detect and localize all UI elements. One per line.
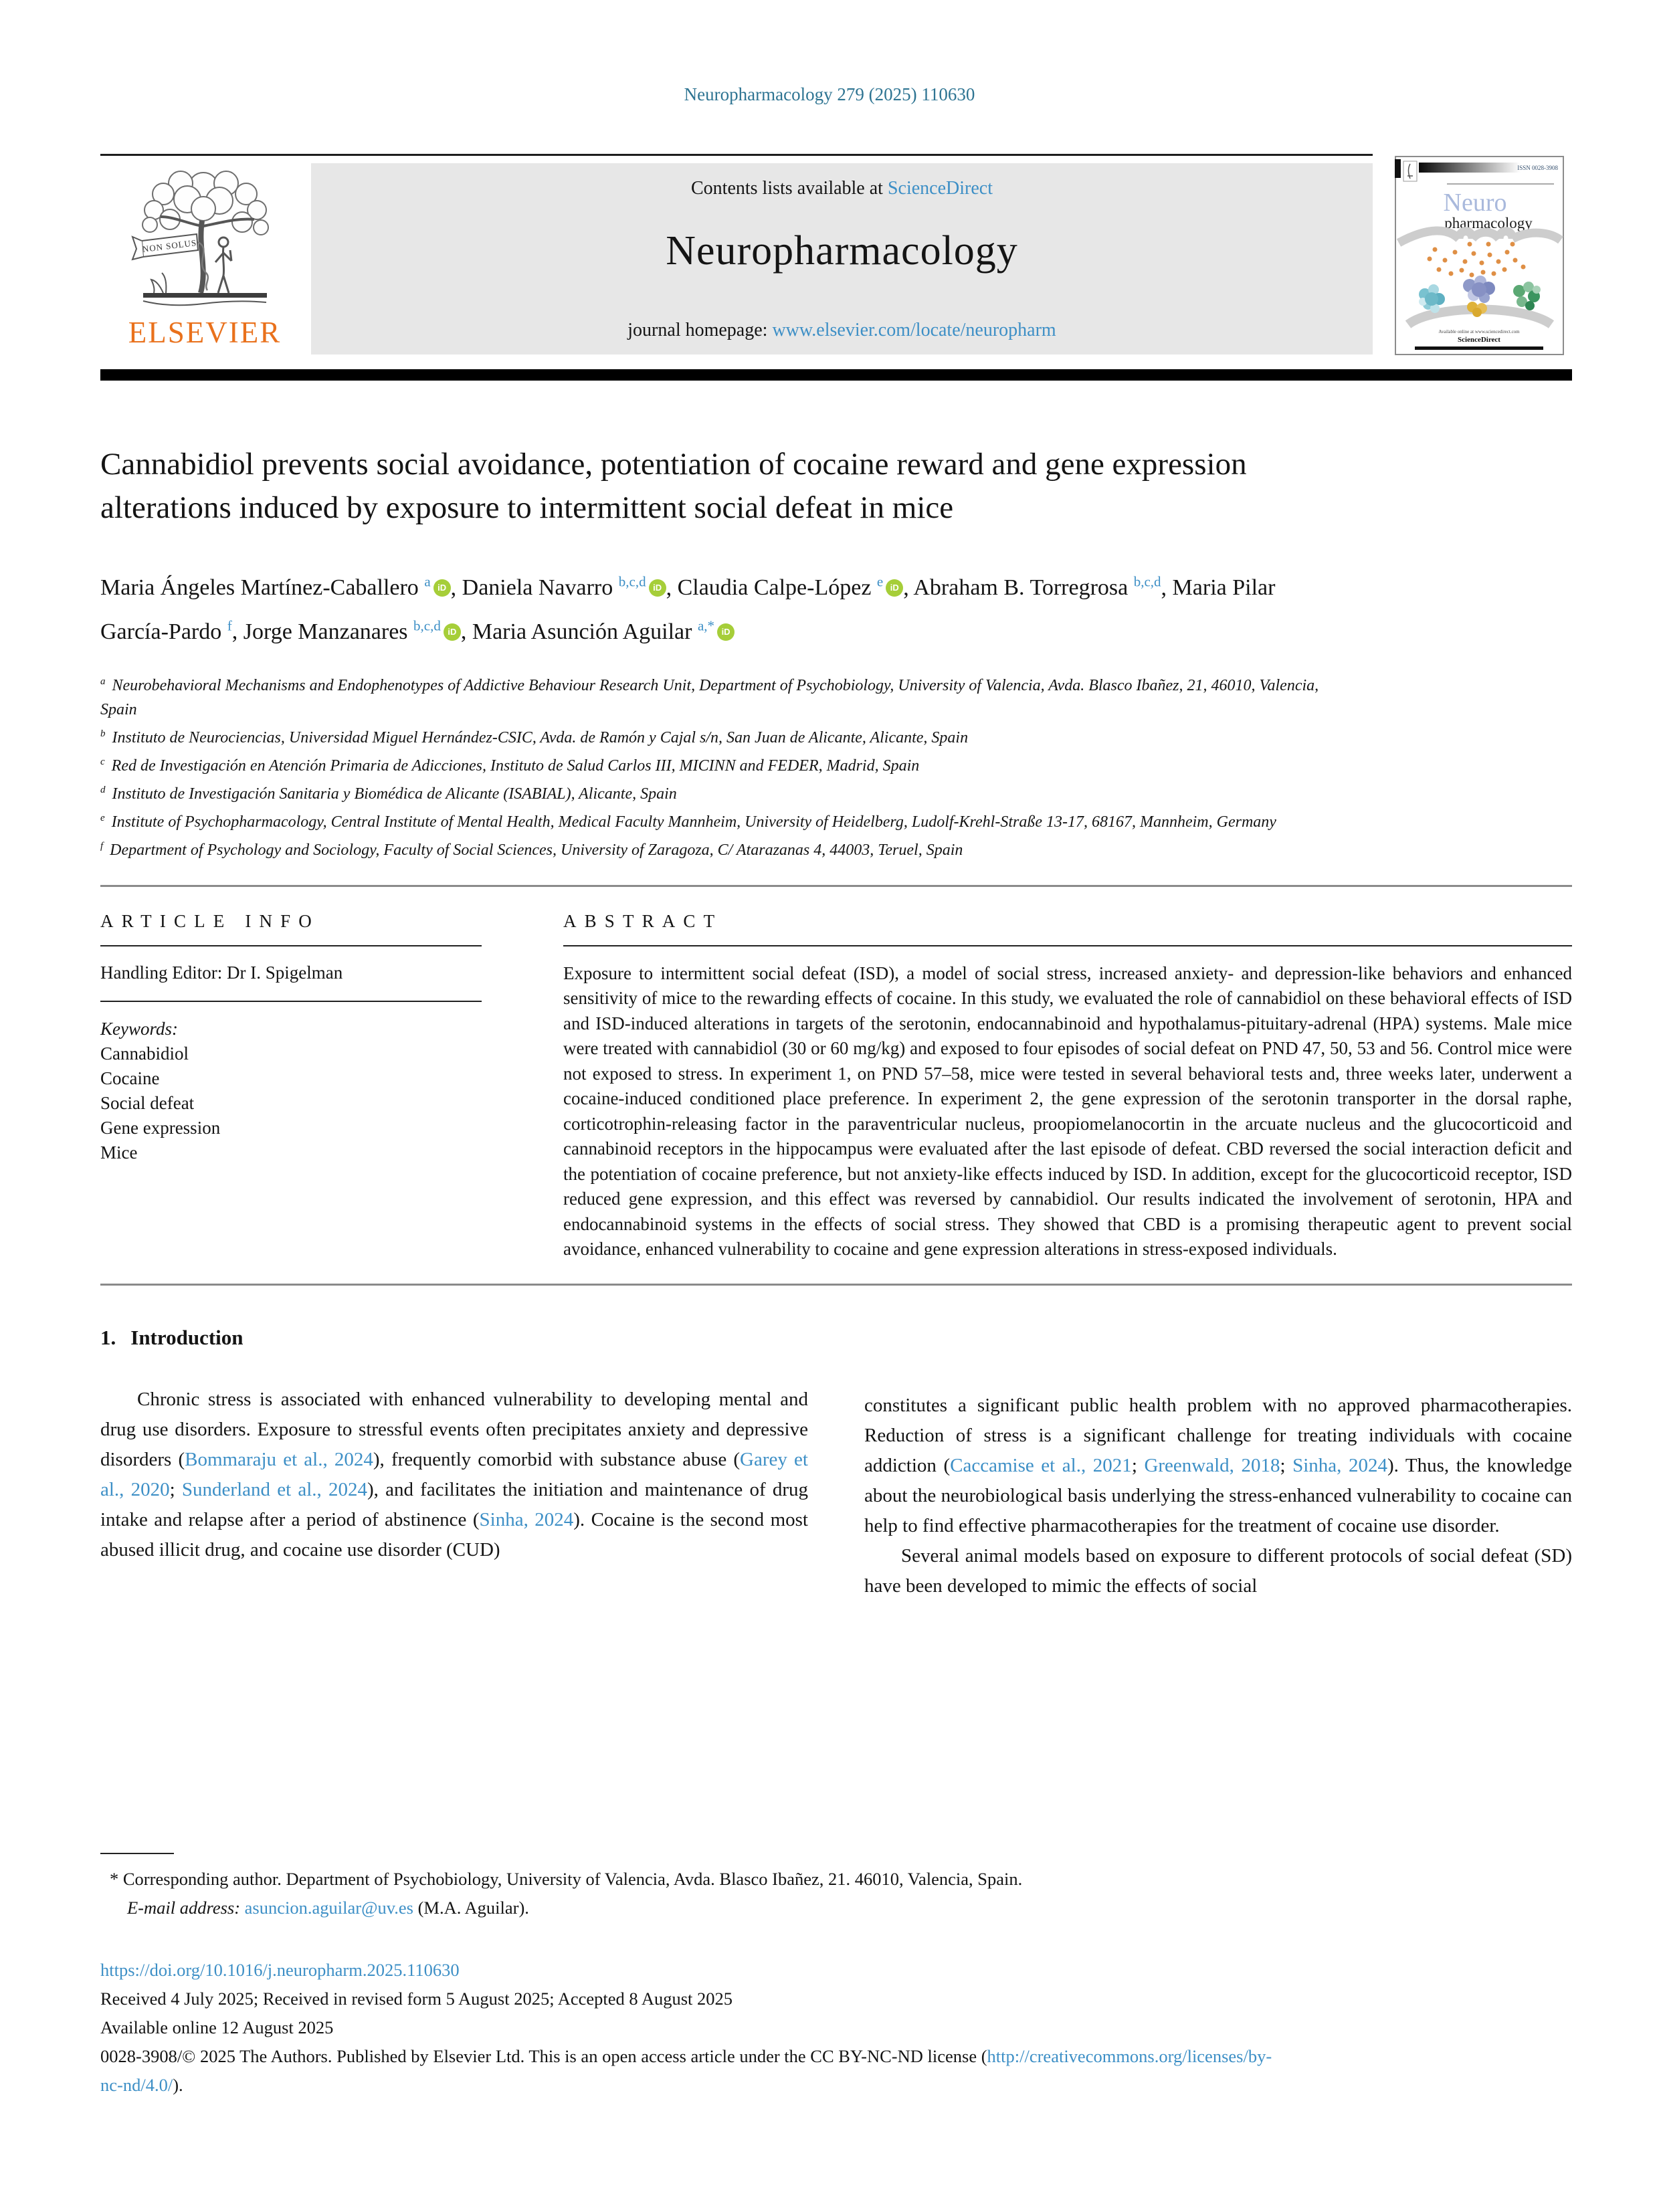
affiliation: $^c$ Red de Investigación en Atención Primaria de Adicciones, Instituto de Salud Carlos III, MICINN and FEDER, Madrid, Spain: [100, 756, 920, 775]
author-affiliation-sup: a: [424, 574, 431, 590]
keywords-block: [100, 1017, 482, 1165]
email-line: [100, 1894, 1572, 1922]
orcid-icon[interactable]: iD: [433, 579, 451, 597]
license-line-2: [100, 2071, 1572, 2100]
non-solus-motto: NON SOLUS: [142, 237, 197, 254]
author-affiliation-sup: b,c,d: [413, 617, 441, 634]
author-affiliation-sup: e: [876, 574, 884, 590]
abstract-heading-rule: [563, 945, 1572, 946]
journal-title: Neuropharmacology: [666, 228, 1018, 274]
journal-citation: [0, 84, 1659, 105]
affiliation: $^f$ Department of Psychology and Sociology, Faculty of Social Sciences, University of Zaragoza, C/ Atarazanas 4, 44003, Teruel, Spain: [100, 840, 963, 859]
corresponding-author-text: * Corresponding author. Department of Psychobiology, University of Valencia, Avda. Blasco Ibañez, 21. 46010, Valencia, Spain.: [110, 1869, 1023, 1889]
author-affiliation-sup: a,*: [697, 617, 715, 634]
affiliation-letter: d: [100, 784, 106, 795]
journal-cover-thumbnail[interactable]: [1395, 156, 1564, 355]
available-online-date: Available online 12 August 2025: [100, 2017, 334, 2037]
abstract-column: [563, 887, 1572, 1262]
cover-available-online: Available online at www.sciencedirect.com: [1438, 329, 1520, 334]
article-info-column: [100, 887, 482, 1262]
keyword: Cannabidiol: [100, 1043, 189, 1064]
cover-title-pharmacology: pharmacology: [1444, 215, 1533, 231]
affiliation-letter: f: [100, 840, 104, 851]
author: Jorge Manzanares $^{b,c,d}$ iD: [243, 619, 461, 644]
affiliation: $^d$ Instituto de Investigación Sanitaria y Biomédica de Alicante (ISABIAL), Alicante, Spain: [100, 784, 677, 803]
masthead-divider-bar: [100, 369, 1572, 381]
contents-prefix: Contents lists available at: [691, 178, 888, 199]
author: Claudia Calpe-López $^e$ iD: [678, 575, 904, 600]
affiliation-letter: c: [100, 756, 105, 767]
contents-line: [311, 178, 1373, 199]
elsevier-wordmark: ELSEVIER: [128, 316, 282, 349]
info-abstract-block: [100, 887, 1572, 1262]
orcid-icon[interactable]: iD: [649, 579, 666, 597]
section-number: 1.: [100, 1325, 116, 1349]
keyword: Social defeat: [100, 1092, 195, 1113]
elsevier-tree-icon: [124, 163, 285, 317]
keyword: Cocaine: [100, 1068, 160, 1088]
affiliation: $^b$ Instituto de Neurociencias, Universidad Miguel Hernández-CSIC, Avda. de Ramón y Cajal s/n, San Juan de Alicante, Alicante, Spain: [100, 728, 969, 746]
page-footer: [100, 1853, 1572, 2100]
paragraph: Chronic stress is associated with enhanced vulnerability to developing mental and drug use disorders. Exposure to stressful events often precipitates anxiety and depressive disorders (Bommaraju et al., 2024), frequently comorbid with substance abuse (Garey et al., 2020; Sunderland et al., 2024), and facilitates the initiation and maintenance of drug intake and relapse after a period of abstinence (Sinha, 2024). Cocaine is the second most abused illicit drug, and cocaine use disorder (CUD): [100, 1388, 808, 1561]
top-rule: [100, 154, 1373, 156]
author-list: Maria Ángeles Martínez-Caballero $^a$ iD , Daniela Navarro $^{b,c,d}$ iD , Claudia Calpe-López $^e$ iD , Abraham B. Torregrosa $^{b,c,d}$, Maria Pilar García-Pardo $^f$, Jorge Manzanares $^{b,c,d}$ iD , Maria Asunción Aguilar $^{a,*}$ iD: [100, 574, 1276, 644]
email-link[interactable]: asuncion.aguilar@uv.es: [244, 1898, 413, 1918]
introduction-section: [100, 1326, 1572, 1601]
cover-sciencedirect-brand: ScienceDirect: [1458, 336, 1500, 344]
introduction-heading: [100, 1326, 808, 1350]
citation-sinha-2024[interactable]: Sinha, 2024: [479, 1508, 574, 1530]
doi-link[interactable]: https://doi.org/10.1016/j.neuropharm.2025.110630: [100, 1960, 460, 1980]
publication-metadata: [100, 1956, 1572, 2100]
paragraph: constitutes a significant public health problem with no approved pharmacotherapies. Reduction of stress is a significant challenge for treating individuals with cocaine addiction (Caccamise et al., 2021; Greenwald, 2018; Sinha, 2024). Thus, the knowledge about the neurobiological basis underlying the stress-enhanced vulnerability to cocaine can help to find effective pharmacotherapies for the treatment of cocaine use disorder.: [864, 1394, 1572, 1536]
citation-sinha-2024[interactable]: Sinha, 2024: [1292, 1454, 1387, 1476]
sciencedirect-link[interactable]: ScienceDirect: [887, 178, 993, 199]
email-label: E-mail address:: [127, 1898, 241, 1918]
license-line-1: [100, 2042, 1572, 2071]
paragraph: Several animal models based on exposure to different protocols of social defeat (SD) have been developed to mimic the effects of social: [864, 1544, 1572, 1597]
abstract-text: Exposure to intermittent social defeat (ISD), a model of social stress, increased anxiety- and depression-like behaviors and enhanced sensitivity of mice to the rewarding effects of cocaine. In this study, we evaluated the role of cannabidiol on these behavioral effects of ISD and ISD-induced alterations in targets of the serotonin, endocannabinoid and hypothalamus-pituitary-adrenal (HPA) systems. Male mice were treated with cannabidiol (30 or 60 mg/kg) and exposed to four episodes of social defeat on PND 47, 50, 53 and 56. Control mice were not exposed to stress. In experiment 1, on PND 57–58, mice were tested in several behavioral tests and, three weeks later, underwent a cocaine-induced conditioned place preference. In experiment 2, the gene expression of the serotonin transporter in the dorsal raphe, corticotrophin-releasing factor in the paraventricular nucleus, proopiomelanocortin in the arcuate nucleus and the glucocorticoid and cannabinoid receptors in the hippocampus were evaluated after the last episode of defeat. CBD reversed the social interaction deficit and the potentiation of cocaine preference, but not anxiety-like effects induced by ISD. In addition, except for the glucocorticoid receptor, ISD reduced gene expression, and this effect was reversed by cannabidiol. Our results indicated the involvement of serotonin, HPA and endocannabinoid systems in the effects of social stress. They showed that CBD is a promising therapeutic agent to prevent social avoidance, enhanced vulnerability to cocaine and gene expression alterations in stress-exposed individuals.: [563, 963, 1572, 1260]
affiliation-letter: a: [100, 676, 106, 687]
license-suffix: ).: [173, 2075, 183, 2095]
author: Maria Ángeles Martínez-Caballero $^a$ iD: [100, 575, 451, 600]
author-affiliation-sup: f: [227, 617, 232, 634]
author: Daniela Navarro $^{b,c,d}$ iD: [462, 575, 666, 600]
affiliation-letter: e: [100, 812, 105, 823]
intro-right-column: [864, 1326, 1572, 1601]
publisher-logo[interactable]: [100, 163, 309, 355]
received-dates: Received 4 July 2025; Received in revised form 5 August 2025; Accepted 8 August 2025: [100, 1989, 733, 2009]
journal-citation-link[interactable]: Neuropharmacology 279 (2025) 110630: [684, 84, 975, 104]
article-info-heading: ARTICLE INFO: [100, 910, 320, 931]
intro-left-column: [100, 1326, 808, 1601]
affiliation-letter: b: [100, 728, 106, 739]
citation-greenwald-2018[interactable]: Greenwald, 2018: [1144, 1454, 1280, 1476]
cover-issn: ISSN 0028-3908: [1517, 165, 1558, 171]
abstract-heading: ABSTRACT: [563, 910, 723, 931]
affiliation-list: [100, 670, 1358, 862]
orcid-icon[interactable]: iD: [886, 579, 903, 597]
article-body: [100, 443, 1572, 1601]
author-affiliation-sup: b,c,d: [618, 574, 646, 590]
author: Maria Pilar García-Pardo $^f$: [100, 575, 1276, 644]
keywords-label: Keywords:: [100, 1018, 178, 1039]
masthead-box: [311, 163, 1373, 355]
handling-editor: Handling Editor: Dr I. Spigelman: [100, 962, 343, 983]
license-link-part1[interactable]: http://creativecommons.org/licenses/by-: [987, 2046, 1272, 2066]
citation-bommaraju-2024[interactable]: Bommaraju et al., 2024: [185, 1448, 373, 1470]
article-info-mid-rule: [100, 1001, 482, 1002]
orcid-icon[interactable]: iD: [444, 623, 461, 641]
corresponding-author-footnote: [100, 1865, 1572, 1922]
citation-caccamise-2021[interactable]: Caccamise et al., 2021: [950, 1454, 1132, 1476]
affiliation: $^a$ Neurobehavioral Mechanisms and Endophenotypes of Addictive Behaviour Research Unit, Department of Psychobiology, University of Valencia, Avda. Blasco Ibañez, 21, 46010, Valencia, Spain: [100, 676, 1319, 718]
email-suffix: (M.A. Aguilar).: [413, 1898, 529, 1918]
affiliation: $^e$ Institute of Psychopharmacology, Central Institute of Mental Health, Medical Faculty Mannheim, University of Heidelberg, Ludolf-Krehl-Straße 13-17, 68167, Mannheim, Germany: [100, 812, 1276, 831]
author-affiliation-sup: b,c,d: [1133, 574, 1161, 590]
citation-sunderland-2024[interactable]: Sunderland et al., 2024: [181, 1478, 367, 1500]
homepage-link[interactable]: www.elsevier.com/locate/neuropharm: [772, 320, 1056, 340]
info-abstract-bottom-rule: [100, 1284, 1572, 1286]
author: Maria Asunción Aguilar $^{a,*}$ iD: [472, 619, 735, 644]
section-title: Introduction: [130, 1325, 243, 1349]
keyword: Mice: [100, 1142, 138, 1163]
license-link-part2[interactable]: nc-nd/4.0/: [100, 2075, 173, 2095]
orcid-icon[interactable]: iD: [717, 623, 735, 641]
keywords-list: [100, 1041, 482, 1165]
footnote-rule: [100, 1853, 174, 1854]
author: Abraham B. Torregrosa $^{b,c,d}$: [913, 574, 1161, 601]
cover-title-neuro: Neuro: [1443, 189, 1507, 217]
keyword: Gene expression: [100, 1117, 221, 1138]
homepage-prefix: journal homepage:: [627, 320, 773, 340]
article-title: Cannabidiol prevents social avoidance, potentiation of cocaine reward and gene expression alterations induced by exposure to intermittent social defeat in mice: [100, 447, 1247, 525]
citation-garey-2020[interactable]: Garey et al., 2020: [100, 1448, 808, 1500]
license-prefix: 0028-3908/© 2025 The Authors. Published by Elsevier Ltd. This is an open access article under the CC BY-NC-ND license (: [100, 2046, 987, 2066]
homepage-line: [311, 320, 1373, 341]
